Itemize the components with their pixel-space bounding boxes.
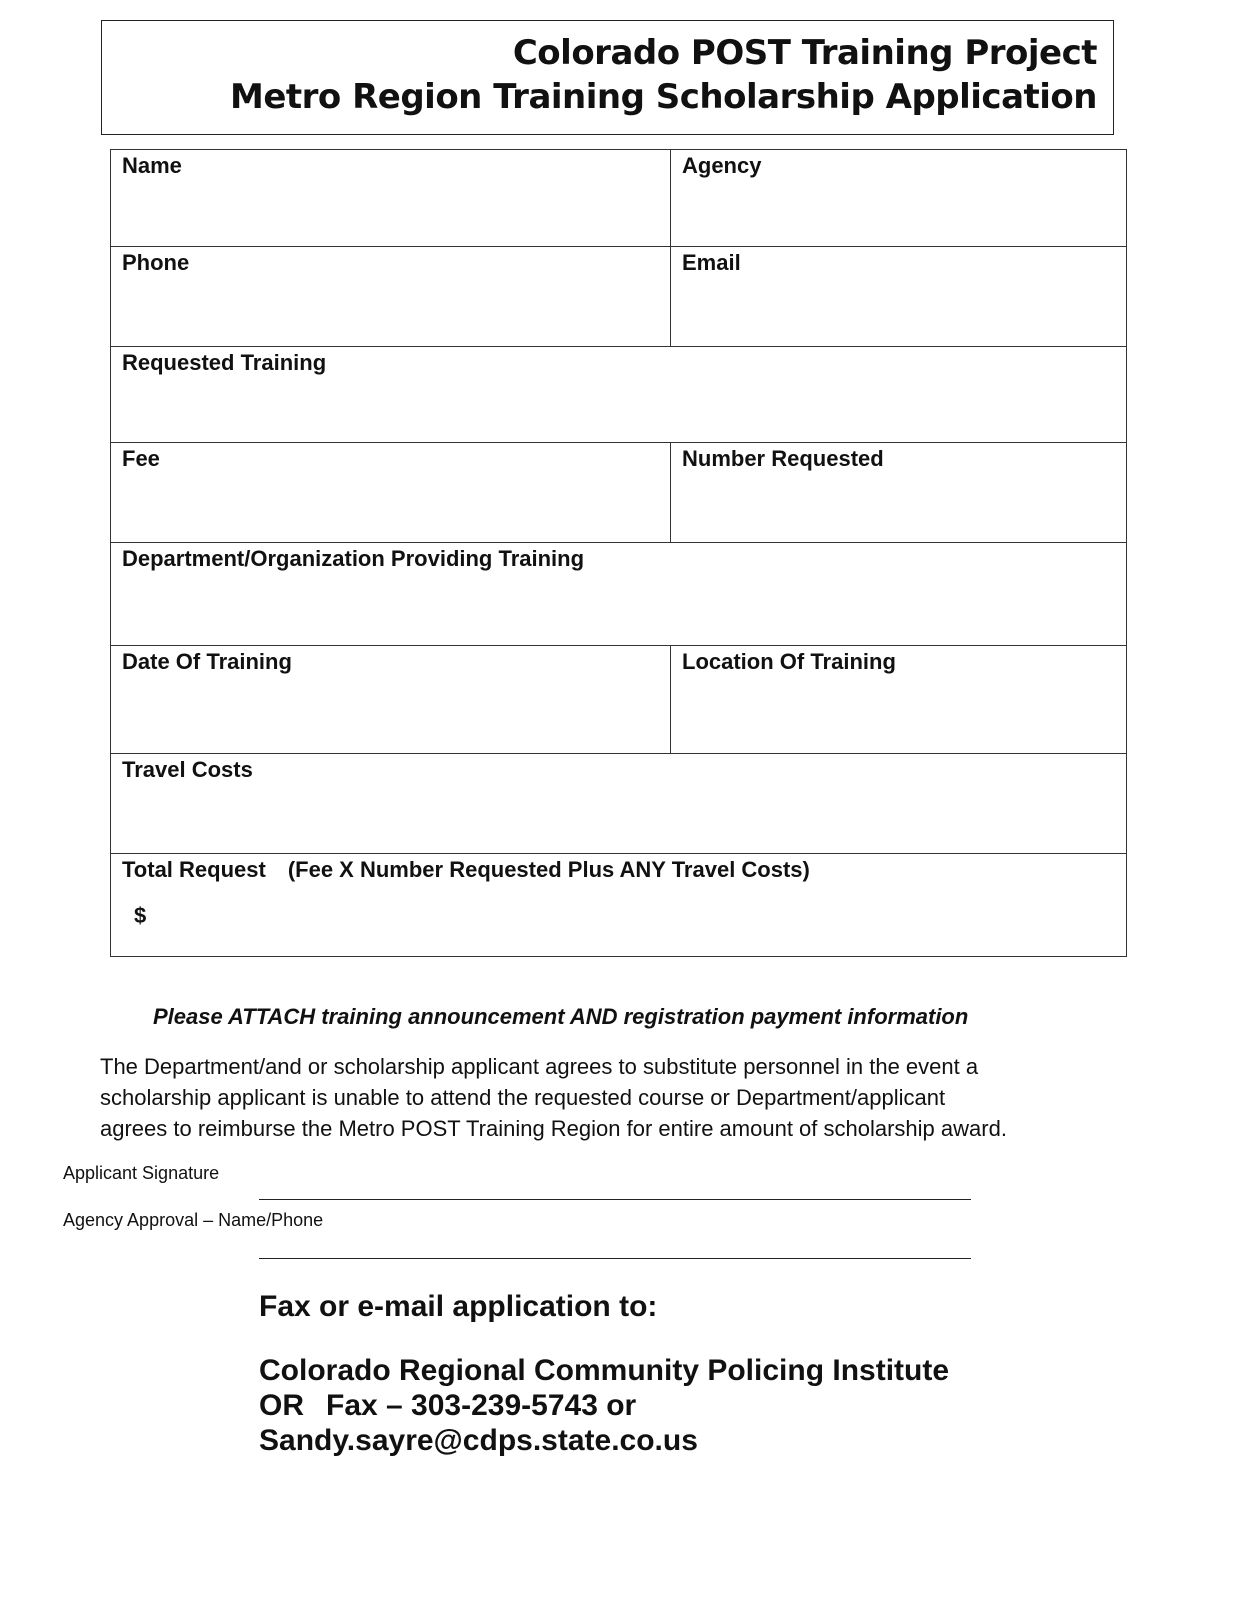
- location-of-training-label: Location Of Training: [682, 649, 896, 674]
- fee-field[interactable]: [111, 443, 671, 543]
- applicant-signature-label: Applicant Signature: [63, 1163, 220, 1183]
- agency-approval-label: Agency Approval – Name/Phone: [63, 1210, 324, 1230]
- requested-training-field[interactable]: [111, 347, 1127, 443]
- form-title-line-1: Colorado POST Training Project: [512, 33, 1097, 73]
- agency-field[interactable]: [671, 150, 1127, 247]
- department-label: Department/Organization Providing Training: [122, 546, 585, 571]
- location-of-training-field[interactable]: [671, 646, 1127, 754]
- number-requested-field[interactable]: [671, 443, 1127, 543]
- department-field[interactable]: [111, 543, 1127, 646]
- total-request-formula: (Fee X Number Requested Plus ANY Travel Costs): [287, 857, 810, 882]
- total-request-field[interactable]: [111, 854, 1127, 957]
- currency-symbol: $: [134, 903, 147, 928]
- phone-label: Phone: [122, 250, 190, 275]
- fax-number: Fax – 303-239-5743 or: [326, 1389, 637, 1422]
- applicant-signature-line[interactable]: [259, 1199, 971, 1200]
- email-field[interactable]: [671, 247, 1127, 347]
- submission-email[interactable]: Sandy.sayre@cdps.state.co.us: [259, 1424, 698, 1457]
- application-form-table: [110, 149, 1127, 957]
- requested-training-label: Requested Training: [122, 350, 327, 375]
- agreement-text: [100, 1051, 1100, 1144]
- total-request-label: Total Request: [122, 857, 266, 882]
- form-title-line-2: Metro Region Training Scholarship Application: [229, 77, 1097, 117]
- number-requested-label: Number Requested: [682, 446, 884, 471]
- email-label: Email: [682, 250, 741, 275]
- fee-label: Fee: [122, 446, 160, 471]
- agreement-line-1: The Department/and or scholarship applicant agrees to substitute personnel in the event a: [100, 1054, 979, 1079]
- submission-heading: Fax or e-mail application to:: [259, 1290, 658, 1323]
- institute-name: Colorado Regional Community Policing Institute: [259, 1354, 950, 1387]
- submission-contact: [259, 1353, 949, 1458]
- name-field[interactable]: [111, 150, 671, 247]
- travel-costs-field[interactable]: [111, 754, 1127, 854]
- attach-note: Please ATTACH training announcement AND registration payment information: [153, 1004, 969, 1029]
- or-word: OR: [259, 1389, 304, 1422]
- agency-label: Agency: [682, 153, 762, 178]
- phone-field[interactable]: [111, 247, 671, 347]
- date-of-training-label: Date Of Training: [122, 649, 292, 674]
- date-of-training-field[interactable]: [111, 646, 671, 754]
- travel-costs-label: Travel Costs: [122, 757, 253, 782]
- form-header: [101, 20, 1114, 135]
- agency-approval-line[interactable]: [259, 1258, 971, 1259]
- name-label: Name: [122, 153, 182, 178]
- fax-line: [259, 1388, 949, 1423]
- agreement-line-3: agrees to reimburse the Metro POST Training Region for entire amount of scholarship award.: [100, 1116, 1007, 1141]
- agreement-line-2: scholarship applicant is unable to attend the requested course or Department/applicant: [100, 1085, 946, 1110]
